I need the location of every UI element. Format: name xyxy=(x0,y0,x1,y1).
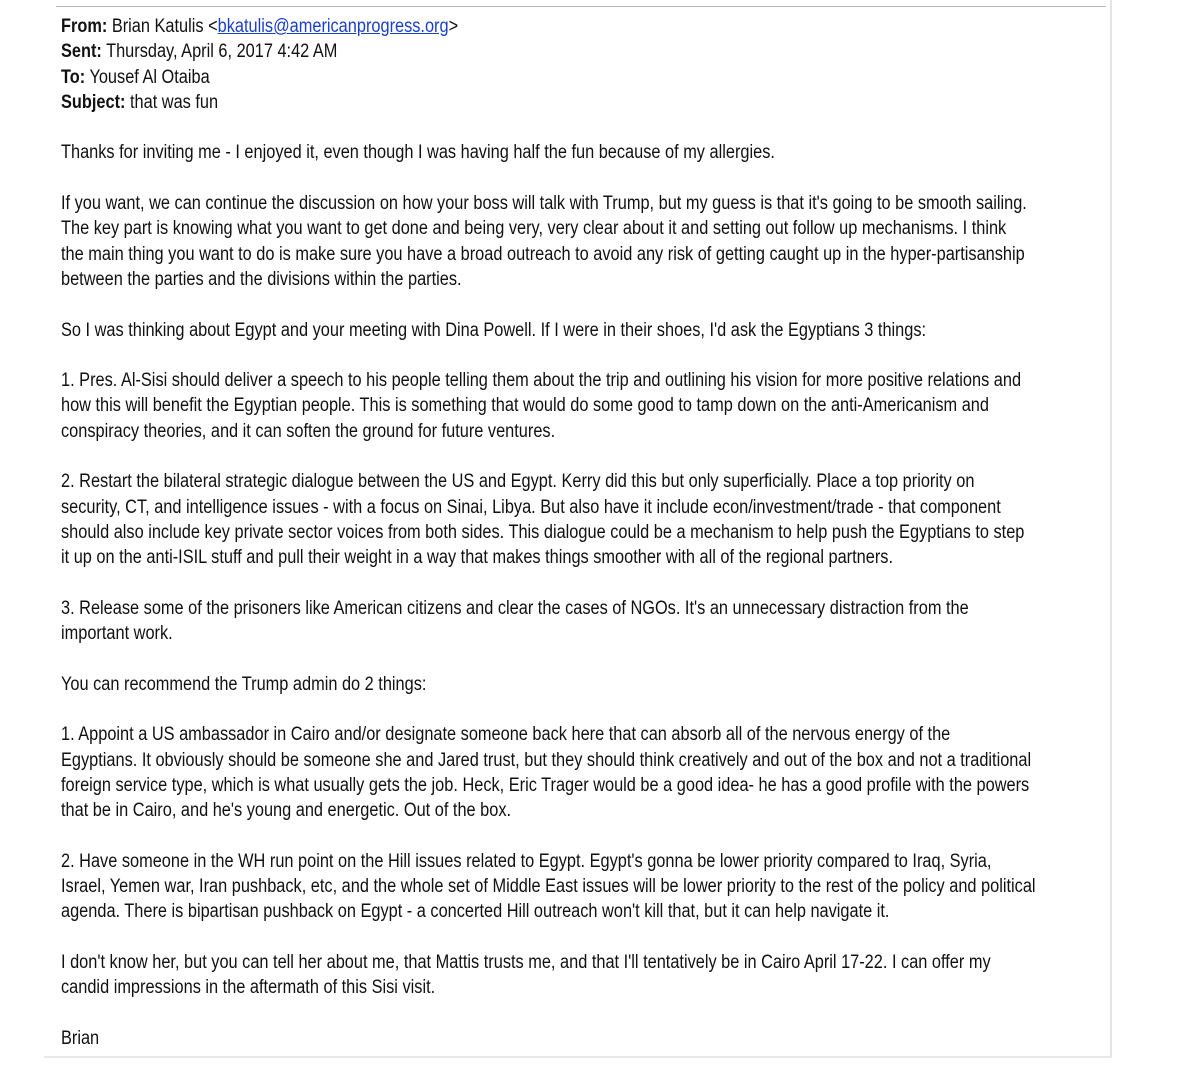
body-line: Thanks for inviting me - I enjoyed it, even though I was having half the fun because of my allergies. xyxy=(61,142,775,164)
body-line: 1. Pres. Al-Sisi should deliver a speech to his people telling them about the trip and outlining his vision for more positive relations and xyxy=(61,370,1022,392)
body-line: You can recommend the Trump admin do 2 things: xyxy=(61,673,427,695)
body-line: conspiracy theories, and it can soften the ground for future ventures. xyxy=(61,420,556,442)
email-body xyxy=(61,140,1110,1051)
body-line: it up on the anti-ISIL stuff and pull their weight in a way that makes things smoother with all of the regional partners. xyxy=(61,547,893,569)
body-line: the main thing you want to do is make sure you have a broad outreach to avoid any risk of getting caught up in the hyper-partisanship xyxy=(61,243,1025,265)
body-line: foreign service type, which is what usually gets the job. Heck, Eric Trager would be a good idea- he has a good profile with the powers xyxy=(61,774,1030,796)
subject-row xyxy=(61,90,1110,115)
body-paragraph xyxy=(61,191,1110,292)
body-line: 2. Restart the bilateral strategic dialogue between the US and Egypt. Kerry did this but only superficially. Place a top priority on xyxy=(61,471,975,493)
body-line: 1. Appoint a US ambassador in Cairo and/or designate someone back here that can absorb all of the nervous energy of the xyxy=(61,724,951,746)
body-line: The key part is knowing what you want to get done and being very, very clear about it and setting out follow up mechanisms. I think xyxy=(61,218,1007,240)
body-line: how this will benefit the Egyptian people. This is something that would do some good to tamp down on the anti-Americanism and xyxy=(61,395,989,417)
body-paragraph xyxy=(61,722,1110,823)
body-paragraph xyxy=(61,950,1110,1001)
body-line: Brian xyxy=(61,1027,100,1049)
body-line: security, CT, and intelligence issues - with a focus on Sinai, Libya. But also have it include econ/investment/trade - that component xyxy=(61,496,1001,518)
body-paragraph xyxy=(61,1026,1110,1051)
body-paragraph xyxy=(61,849,1110,925)
body-paragraph xyxy=(61,672,1110,697)
sent-label: Sent: xyxy=(61,41,102,63)
body-line: between the parties and the divisions within the parties. xyxy=(61,268,462,290)
subject-value: that was fun xyxy=(130,91,219,113)
body-line: If you want, we can continue the discussion on how your boss will talk with Trump, but my guess is that it's going to be smooth sailing. xyxy=(61,193,1027,215)
body-paragraph xyxy=(61,140,1110,165)
from-email-link[interactable]: bkatulis@americanprogress.org xyxy=(217,16,449,37)
from-label: From: xyxy=(61,16,108,37)
body-line: So I was thinking about Egypt and your meeting with Dina Powell. If I were in their shoes, I'd ask the Egyptians 3 things: xyxy=(61,319,927,341)
body-line: candid impressions in the aftermath of this Sisi visit. xyxy=(61,977,436,999)
header-spacer xyxy=(61,115,1110,140)
subject-label: Subject: xyxy=(61,91,126,113)
body-line: 3. Release some of the prisoners like American citizens and clear the cases of NGOs. It's an unnecessary distraction from the xyxy=(61,597,969,619)
email-content xyxy=(61,14,1110,1076)
body-line: 2. Have someone in the WH run point on the Hill issues related to Egypt. Egypt's gonna be lower priority compared to Iraq, Syria, xyxy=(61,850,992,872)
body-paragraph xyxy=(61,318,1110,343)
body-line: Egyptians. It obviously should be someone she and Jared trust, but they should think creatively and out of the box and not a traditional xyxy=(61,749,1032,771)
body-line: agenda. There is bipartisan pushback on Egypt - a concerted Hill outreach won't kill that, but it can help navigate it. xyxy=(61,901,890,923)
body-paragraph xyxy=(61,596,1110,647)
to-label: To: xyxy=(61,66,86,88)
body-line: important work. xyxy=(61,623,173,645)
body-paragraph xyxy=(61,469,1110,570)
top-divider xyxy=(56,6,1106,7)
body-line: should also include key private sector voices from both sides. This dialogue could be a mechanism to help push the Egyptians to step xyxy=(61,521,1025,543)
sent-row xyxy=(61,39,1110,64)
from-row xyxy=(61,14,1110,39)
from-email-close: > xyxy=(448,16,459,37)
body-line: I don't know her, but you can tell her about me, that Mattis trusts me, and that I'll tentatively be in Cairo April 17-22. I can offer my xyxy=(61,951,991,973)
sent-value: Thursday, April 6, 2017 4:42 AM xyxy=(106,41,338,63)
body-paragraph xyxy=(61,368,1110,444)
body-line: that be in Cairo, and he's young and energetic. Out of the box. xyxy=(61,800,512,822)
body-line: Israel, Yemen war, Iran pushback, etc, and the whole set of Middle East issues will be lower priority to the rest of the policy and political xyxy=(61,876,1036,898)
to-value: Yousef Al Otaiba xyxy=(89,66,210,88)
from-name: Brian Katulis xyxy=(111,16,204,37)
from-email-open: < xyxy=(208,16,218,37)
to-row xyxy=(61,65,1110,90)
